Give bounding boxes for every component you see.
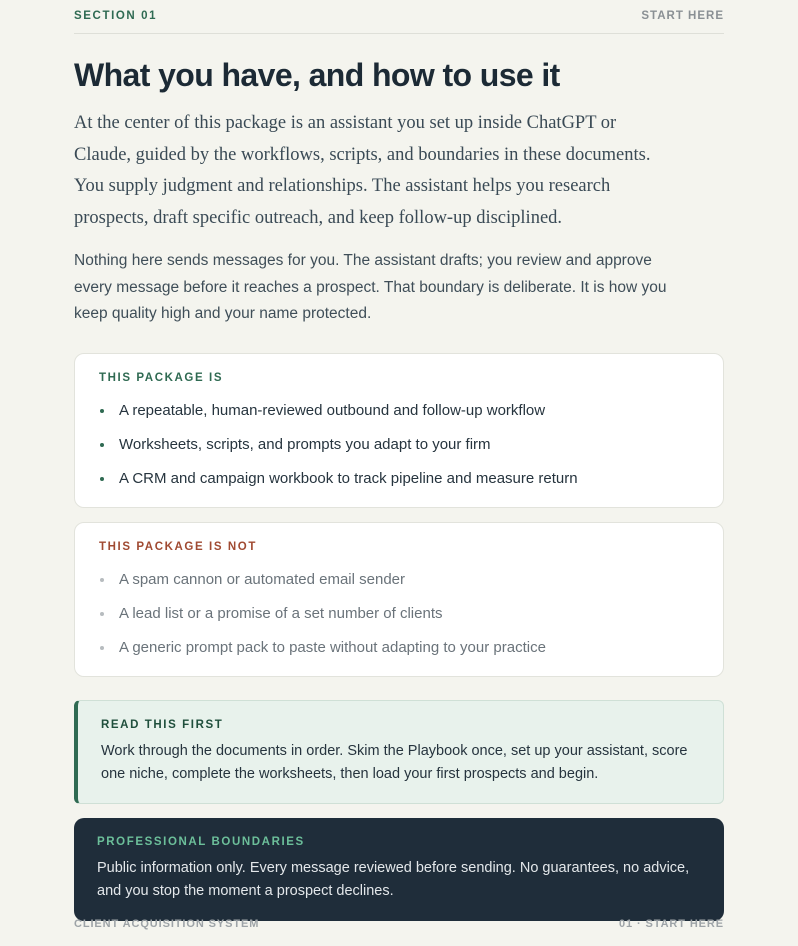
list-item: A lead list or a promise of a set number of clients [99,597,699,631]
page-content [74,0,724,921]
read-first-text: Work through the documents in order. Skim the Playbook once, set up your assistant, score one niche, complete the worksheets, then load your first prospects and begin. [101,742,688,782]
package-not-card [74,522,724,677]
list-item: A generic prompt pack to paste without adapting to your practice [99,631,699,665]
footer-left: CLIENT ACQUISITION SYSTEM [74,918,260,930]
section-label: SECTION 01 [74,9,158,22]
boundaries-text: Public information only. Every message reviewed before sending. No guarantees, no advice, and you stop the moment a prospect declines. [97,859,690,899]
lead-paragraph: At the center of this package is an assistant you set up inside ChatGPT or Claude, guided by the workflows, scripts, and boundaries in these documents. You supply judgment and relationships. The assistant helps you research prospects, draft specific outreach, and keep follow-up disciplined. [74,113,651,228]
package-is-list [99,394,699,496]
list-item: A spam cannon or automated email sender [99,563,699,597]
footer-right: 01 · START HERE [619,918,724,930]
package-not-title: THIS PACKAGE IS NOT [99,540,257,553]
start-here-label: START HERE [641,9,724,22]
boundaries-title: PROFESSIONAL BOUNDARIES [97,835,305,848]
page-title: What you have, and how to use it [74,57,560,93]
list-item: A CRM and campaign workbook to track pipeline and measure return [99,462,699,496]
package-is-card [74,353,724,508]
boundaries-panel [74,818,724,921]
page-footer [74,918,724,930]
top-bar [74,0,724,34]
read-first-title: READ THIS FIRST [101,718,224,731]
list-item: A repeatable, human-reviewed outbound and follow-up workflow [99,394,699,428]
package-not-list [99,563,699,665]
package-is-title: THIS PACKAGE IS [99,371,224,384]
list-item: Worksheets, scripts, and prompts you adapt to your firm [99,428,699,462]
body-paragraph: Nothing here sends messages for you. The assistant drafts; you review and approve every message before it reaches a prospect. That boundary is deliberate. It is how you keep quality high and your name protected. [74,252,667,322]
read-first-callout [74,700,724,804]
